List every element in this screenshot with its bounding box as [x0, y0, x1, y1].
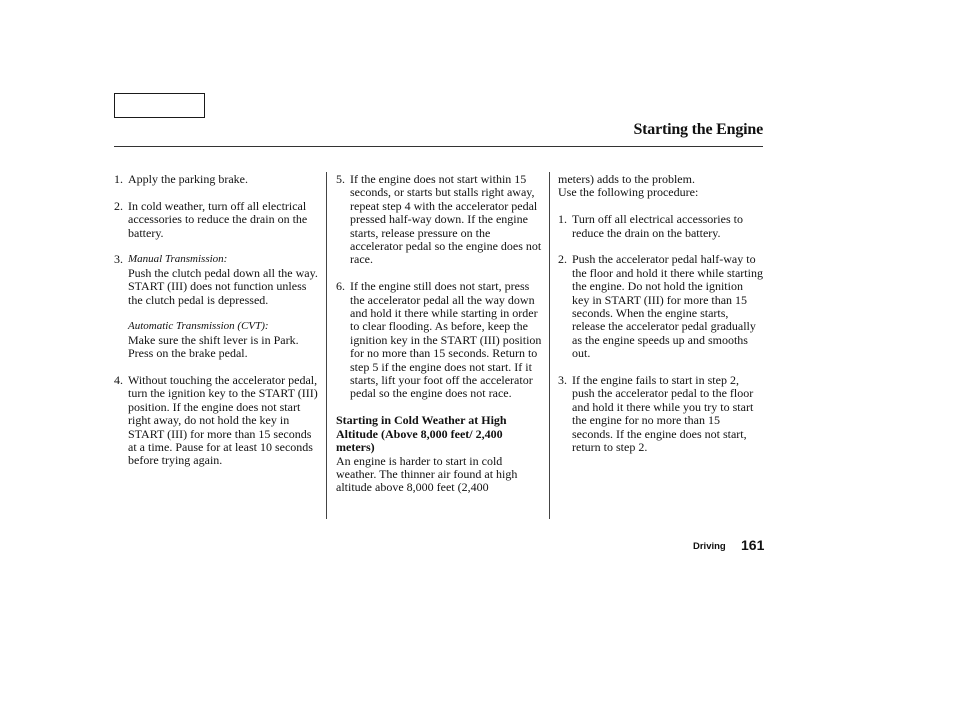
item-text: Without touching the accelerator pedal, turn the ignition key to the START (III) position. If the engine does not start right away, do not hold the key in START (III) for more than 15 seconds at a time. Pause for at least 10 seconds before trying again.	[128, 373, 318, 468]
column-2	[336, 173, 542, 495]
item-text: Push the clutch pedal down all the way. START (III) does not function unless the clutch pedal is depressed.	[128, 265, 318, 307]
item-text: If the engine does not start within 15 seconds, or starts but stalls right away, repeat step 4 with the accelerator pedal pressed half-way down. If the engine starts, release pressure on the accelerator pedal so the engine does not race.	[350, 172, 542, 267]
item-number: 1.	[558, 212, 567, 227]
column-divider	[326, 172, 327, 519]
manual-transmission-heading: Manual Transmission:	[128, 253, 228, 266]
list-item	[114, 173, 319, 186]
list-item	[114, 374, 319, 468]
footer-section-label: Driving	[693, 541, 726, 552]
item-number: 6.	[336, 279, 345, 294]
item-number: 2.	[558, 252, 567, 267]
item-text: Push the accelerator pedal half-way to the floor and hold it there while starting the engine. Do not hold the ignition key in START (III) for more than 15 seconds. When the engine starts, release the accelerator pedal gradually as the engine speeds up and smooths out.	[572, 252, 763, 361]
list-item	[114, 200, 319, 240]
automatic-transmission-heading: Automatic Transmission (CVT):	[128, 320, 269, 333]
item-number: 5.	[336, 172, 345, 186]
list-item	[558, 213, 763, 240]
list-item	[336, 173, 542, 267]
column-1	[114, 173, 319, 481]
list-item	[114, 253, 319, 360]
item-number: 3.	[558, 373, 567, 388]
intro-text: Use the following procedure:	[558, 185, 699, 200]
item-number: 2.	[114, 198, 123, 213]
item-text: In cold weather, turn off all electrical accessories to reduce the drain on the battery.	[128, 198, 308, 240]
item-text: Turn off all electrical accessories to reduce the drain on the battery.	[572, 212, 743, 240]
item-text: If the engine still does not start, press the accelerator pedal all the way down and hold it there while starting in order to clear flooding. As before, keep the ignition key in the START (III) position for no more than 15 seconds. Return to step 5 if the engine does not start. If it starts, lift your foot off the accelerator pedal so the engine does not race.	[350, 279, 542, 401]
item-number: 1.	[114, 172, 123, 186]
list-item	[558, 253, 763, 360]
page-title: Starting the Engine	[633, 121, 763, 138]
list-item	[558, 374, 763, 454]
list-item	[336, 280, 542, 401]
column-divider	[549, 172, 550, 519]
item-text: Apply the parking brake.	[128, 172, 248, 186]
section-tab-box	[114, 93, 205, 118]
section-subheading: Starting in Cold Weather at High Altitude (Above 8,000 feet/ 2,400 meters)	[336, 413, 507, 455]
continuation-text: meters) adds to the problem.	[558, 172, 695, 186]
item-text: Make sure the shift lever is in Park. Press on the brake pedal.	[128, 332, 299, 361]
page-number: 161	[741, 537, 765, 553]
item-number: 3.	[114, 252, 123, 267]
column-3	[558, 173, 763, 468]
body-paragraph: An engine is harder to start in cold weather. The thinner air found at high altitude above 8,000 feet (2,400	[336, 453, 518, 495]
item-text: If the engine fails to start in step 2, push the accelerator pedal to the floor and hold it there while you try to start the engine for no more than 15 seconds. If the engine does not start, return to step 2.	[572, 373, 754, 455]
item-number: 4.	[114, 373, 123, 388]
header-rule	[114, 146, 763, 147]
